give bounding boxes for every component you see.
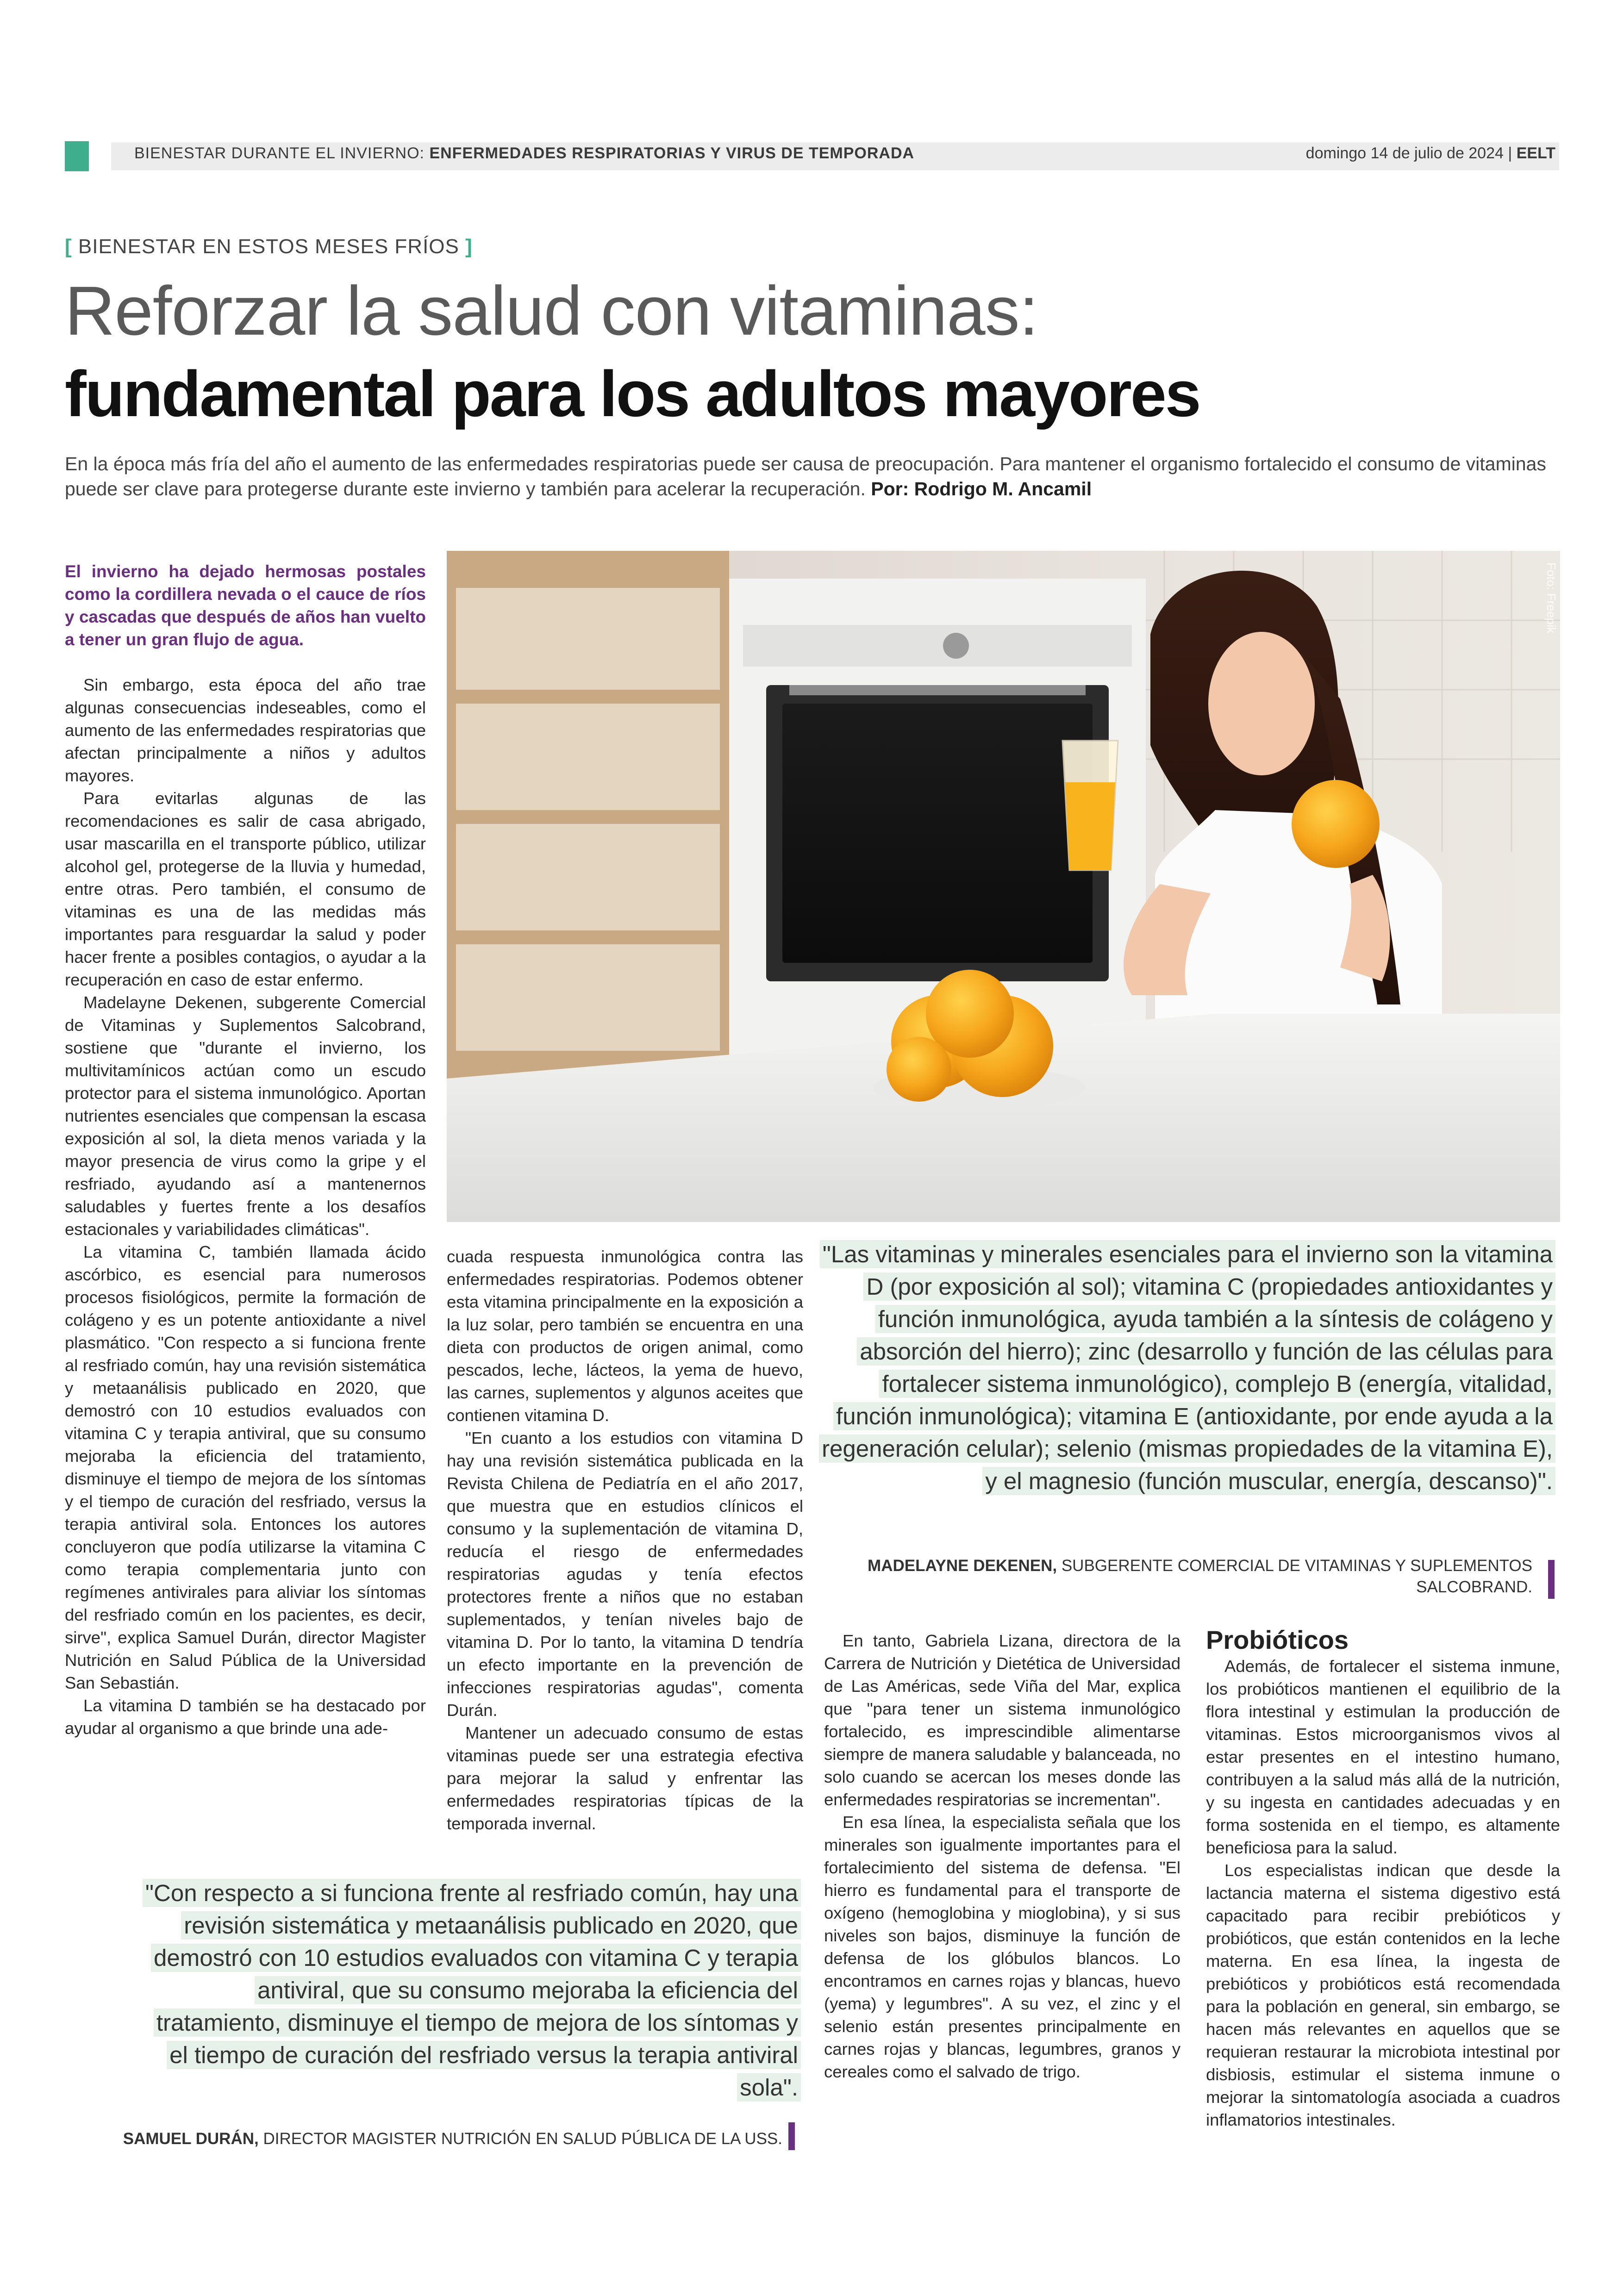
attribution-bar xyxy=(788,2122,795,2150)
attribution-bar xyxy=(1548,1560,1555,1599)
attribution-role: SUBGERENTE COMERCIAL DE VITAMINAS Y SUPLEMENTOS SALCOBRAND. xyxy=(1061,1557,1532,1596)
issue-date: domingo 14 de julio de 2024 | xyxy=(1305,144,1512,162)
paragraph: Sin embargo, esta época del año trae algunas consecuencias indeseables, como el aumento de las enfermedades respiratorias que afectan principalmente a niños y adultos mayores. xyxy=(65,675,426,785)
pull-quote-vitamins xyxy=(815,1238,1555,1497)
byline: Por: Rodrigo M. Ancamil xyxy=(871,478,1092,499)
kicker: [ BIENESTAR EN ESTOS MESES FRÍOS ] xyxy=(65,235,473,258)
body-column-4 xyxy=(1206,1655,1560,2131)
section-topic: ENFERMEDADES RESPIRATORIAS Y VIRUS DE TEMPORADA xyxy=(429,144,915,162)
paragraph: La vitamina D también se ha destacado por ayudar al organismo a que brinde una ade- xyxy=(65,1696,426,1738)
paragraph: En esa línea, la especialista señala que los minerales son igualmente importantes para el fortalecimiento del sistema de defensa. "El hierro es fundamental para el transporte de oxígeno (hemoglobina y mioglobina), y si sus niveles son bajos, disminuye la función de defensa de los glóbulos blancos. Lo encontramos en carnes rojas y blancas, huevo (yema) y legumbres". A su vez, el zinc y el selenio están presentes principalmente en carnes rojas y blancas, legumbres, granos y cereales como el salvado de trigo. xyxy=(824,1813,1181,2081)
article-intro: El invierno ha dejado hermosas postales como la cordillera nevada o el cauce de ríos y cascadas que después de años han vuelto a tener un gran flujo de agua. xyxy=(65,562,426,649)
headline-light: Reforzar la salud con vitaminas: xyxy=(65,272,1038,349)
lede-text: En la época más fría del año el aumento de las enfermedades respiratorias puede ser causa de preocupación. Para mantener el organismo fortalecido el consumo de vitaminas puede ser clave para protegerse durante este invierno y también para acelerar la recuperación. xyxy=(65,453,1546,499)
pull-quote-text: "Las vitaminas y minerales esenciales para el invierno son la vitamina D (por exposición al sol); vitamina C (propiedades antioxidantes y función inmunológica, ayuda también a la síntesis de colágeno y absorción del hierro); zinc (desarrollo y función de las células para fortalecer sistema inmunológico), complejo B (energía, vitalidad, función inmunológica); vitamina E (antioxidante, por ende ayuda a la regeneración celular); selenio (mismas propiedades de la vitamina E), y el magnesio (función muscular, energía, descanso)". xyxy=(819,1240,1555,1495)
header-date xyxy=(1306,144,1555,162)
quote-attribution-duran xyxy=(93,2128,782,2150)
article-photo xyxy=(447,551,1560,1222)
pull-quote-text: "Con respecto a si funciona frente al resfriado común, hay una revisión sistemática y metaanálisis publicado en 2020, que demostró con 10 estudios evaluados con vitamina C y terapia antiviral, que su consumo mejoraba la eficiencia del tratamiento, disminuye el tiempo de mejora de los síntomas y el tiempo de curación del resfriado versus la terapia antiviral sola". xyxy=(143,1879,801,2102)
body-column-2 xyxy=(447,1245,803,1835)
paragraph: Madelayne Dekenen, subgerente Comercial de Vitaminas y Suplementos Salcobrand, sostiene que "durante el invierno, los multivitamínicos actúan como un escudo protector para el sistema inmunológico. Aportan nutrientes esenciales que compensan la escasa exposición al sol, la dieta menos variada y la mayor presencia de virus como la gripe y el resfriado, ayudando así a mantenernos saludables y fuertes frente a los desafíos estacionales y variabilidades climáticas". xyxy=(65,993,426,1239)
attribution-name: MADELAYNE DEKENEN, xyxy=(868,1557,1057,1575)
pull-quote-vitamin-c xyxy=(139,1877,801,2104)
paragraph: Además, de fortalecer el sistema inmune, los probióticos mantienen el equilibrio de la flora intestinal y estimulan la producción de vitaminas. Estos microorganismos vivos al estar presentes en el intestino humano, contribuyen a la salud más allá de la nutrición, y su ingesta en cantidades adecuadas y en forma sostenida en el tiempo, es altamente beneficiosa para la salud. xyxy=(1206,1657,1560,1857)
publication-name: EELT xyxy=(1516,144,1555,162)
paragraph: "En cuanto a los estudios con vitamina D hay una revisión sistemática publicada en la Revista Chilena de Pediatría en el año 2017, que muestra que en estudios clínicos el consumo y la suplementación de vitamina D, reducía el riesgo de enfermedades respiratorias agudas y tenía efectos protectores frente a niños que no estaban suplementados, y tenían niveles bajo de vitamina D. Por lo tanto, la vitamina D tendría un efecto importante en la prevención de infecciones respiratorias agudas", comenta Durán. xyxy=(447,1428,803,1720)
paragraph: La vitamina C, también llamada ácido ascórbico, es esencial para numerosos procesos fisiológicos, permite la formación de colágeno y es un potente antioxidante a nivel plasmático. "Con respecto a si funciona frente al resfriado común, hay una revisión sistemática y metaanálisis publicado en 2020, que demostró con 10 estudios evaluados con vitamina C y terapia antiviral, que su consumo mejoraba la eficiencia del tratamiento, disminuye el tiempo de mejora de los síntomas y el tiempo de curación del resfriado, versus la terapia antiviral sola. Entonces los autores concluyeron que podía utilizarse la vitamina C como terapia complementaria junto con regímenes antivirales para aliviar los síntomas del resfriado común en los pacientes, es decir, sirve", explica Samuel Durán, director Magister Nutrición en Salud Pública de la Universidad San Sebastián. xyxy=(65,1242,426,1692)
paragraph: Para evitarlas algunas de las recomendaciones es salir de casa abrigado, usar mascarilla en el transporte público, utilizar alcohol gel, protegerse de la lluvia y humedad, entre otras. Pero también, el consumo de vitaminas es una de las medidas más importantes para resguardar la salud y poder hacer frente a posibles contagios, o ayudar a la recuperación en caso de estar enfermo. xyxy=(65,789,426,989)
attribution-name: SAMUEL DURÁN, xyxy=(123,2130,259,2148)
photo-credit: Foto: Freepik xyxy=(1544,562,1558,634)
paragraph: Mantener un adecuado consumo de estas vitaminas puede ser una estrategia efectiva para mejorar la salud y enfrentar las enfermedades respiratorias típicas de la temporada invernal. xyxy=(447,1723,803,1833)
lede xyxy=(65,451,1560,501)
section-color-marker xyxy=(65,141,89,171)
body-column-3 xyxy=(824,1629,1181,2083)
quote-attribution-dekenen xyxy=(824,1555,1532,1598)
attribution-role: DIRECTOR MAGISTER NUTRICIÓN EN SALUD PÚBLICA DE LA USS. xyxy=(263,2130,782,2148)
paragraph: En tanto, Gabriela Lizana, directora de la Carrera de Nutrición y Dietética de Universidad de Las Américas, sede Viña del Mar, explica que "para tener un sistema inmunológico fortalecido, es imprescindible alimentarse siempre de manera saludable y balanceada, no solo cuando se acercan los meses donde las enfermedades respiratorias se incrementan". xyxy=(824,1631,1181,1809)
subheading-probioticos: Probióticos xyxy=(1206,1625,1349,1654)
section-label xyxy=(134,144,914,162)
paragraph: cuada respuesta inmunológica contra las enfermedades respiratorias. Podemos obtener esta vitamina principalmente en la exposición a la luz solar, pero también se encuentra en una dieta con productos de origen animal, como pescados, leche, lácteos, la yema de huevo, las carnes, suplementos y algunos aceites que contienen vitamina D. xyxy=(447,1247,803,1425)
headline-bold: fundamental para los adultos mayores xyxy=(65,357,1200,430)
paragraph: Los especialistas indican que desde la lactancia materna el sistema digestivo está capacitado para recibir prebióticos y probióticos, que están contenidos en la leche materna. En esa línea, la ingesta de prebióticos y probióticos está recomendada para la población en general, sin embargo, se hacen más relevantes en aquellos que se requieran restaurar la microbiota intestinal por disbiosis, estimular el sistema inmune o mejorar la sintomatología asociada a cuadros inflamatorios intestinales. xyxy=(1206,1861,1560,2129)
body-column-1 xyxy=(65,674,426,1740)
section-prefix: BIENESTAR DURANTE EL INVIERNO: xyxy=(134,144,425,162)
kicker-text: BIENESTAR EN ESTOS MESES FRÍOS xyxy=(78,235,459,258)
